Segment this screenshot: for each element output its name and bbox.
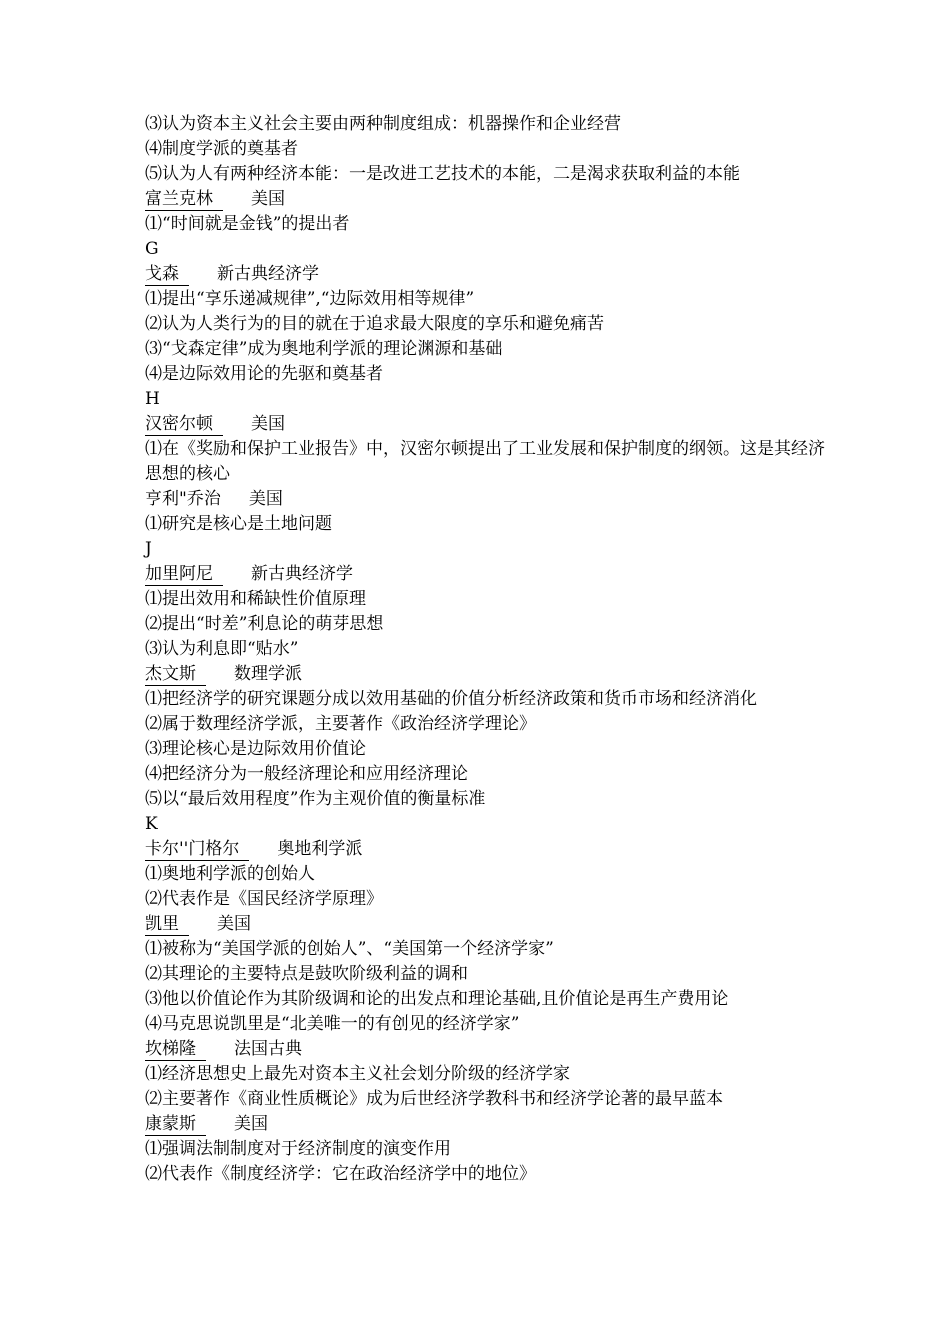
economist-entry	[145, 662, 825, 687]
document-page	[145, 112, 825, 1187]
text-line: ⑷是边际效用论的先驱和奠基者	[145, 364, 383, 384]
economist-school: 数理学派	[234, 664, 302, 684]
economist-entry	[145, 412, 825, 437]
economist-name: 汉密尔顿	[145, 413, 223, 436]
text-line: ⑷把经济分为一般经济理论和应用经济理论	[145, 764, 468, 784]
economist-name: 康蒙斯	[145, 1113, 206, 1136]
text-line: ⑸以“最后效用程度”作为主观价值的衡量标准	[145, 789, 486, 809]
section-letter: H	[145, 389, 160, 409]
economist-name: 坎梯隆	[145, 1038, 206, 1061]
economist-entry	[145, 1112, 825, 1137]
economist-school: 法国古典	[234, 1039, 302, 1059]
text-line: ⑵属于数理经济学派，主要著作《政治经济学理论》	[145, 714, 536, 734]
text-line: ⑴强调法制制度对于经济制度的演变作用	[145, 1139, 451, 1159]
economist-entry	[145, 262, 825, 287]
text-line: ⑶认为利息即“贴水”	[145, 639, 299, 659]
text-line: ⑵代表作《制度经济学：它在政治经济学中的地位》	[145, 1164, 536, 1184]
text-paragraph: ⑴在《奖励和保护工业报告》中，汉密尔顿提出了工业发展和保护制度的纲领。这是其经济思想的核心	[145, 439, 825, 484]
text-line: ⑴被称为“美国学派的创始人”、“美国第一个经济学家”	[145, 939, 554, 959]
text-line: ⑵其理论的主要特点是鼓吹阶级利益的调和	[145, 964, 468, 984]
section-letter: K	[145, 814, 158, 834]
economist-name: 杰文斯	[145, 663, 206, 686]
economist-school: 新古典经济学	[251, 564, 353, 584]
section-letter: J	[145, 539, 152, 559]
economist-name: 富兰克林	[145, 188, 223, 211]
text-line: ⑷制度学派的奠基者	[145, 139, 298, 159]
economist-school: 美国	[217, 914, 251, 934]
section-letter: G	[145, 239, 159, 259]
economist-entry	[145, 487, 825, 512]
text-line: ⑸认为人有两种经济本能：一是改进工艺技术的本能，二是渴求获取利益的本能	[145, 164, 740, 184]
text-line: ⑶理论核心是边际效用价值论	[145, 739, 366, 759]
text-line: ⑵主要著作《商业性质概论》成为后世经济学教科书和经济学论著的最早蓝本	[145, 1089, 723, 1109]
text-line: ⑴“时间就是金钱”的提出者	[145, 214, 350, 234]
text-line: ⑴经济思想史上最先对资本主义社会划分阶级的经济学家	[145, 1064, 570, 1084]
economist-school: 美国	[251, 414, 285, 434]
economist-entry	[145, 912, 825, 937]
economist-entry	[145, 837, 825, 862]
text-paragraph: ⑴把经济学的研究课题分成以效用基础的价值分析经济政策和货币市场和经济消化	[145, 689, 757, 709]
economist-school: 奥地利学派	[277, 839, 363, 859]
text-line: ⑴提出效用和稀缺性价值原理	[145, 589, 366, 609]
text-line: ⑵提出“时差”利息论的萌芽思想	[145, 614, 384, 634]
economist-entry	[145, 562, 825, 587]
economist-name: 凯里	[145, 913, 189, 936]
text-line: ⑵认为人类行为的目的就在于追求最大限度的享乐和避免痛苦	[145, 314, 604, 334]
economist-name: 亨利"乔治	[145, 489, 221, 509]
text-line: ⑶“戈森定律”成为奥地利学派的理论渊源和基础	[145, 339, 503, 359]
economist-school: 新古典经济学	[217, 264, 319, 284]
economist-school: 美国	[234, 1114, 268, 1134]
text-line: ⑵代表作是《国民经济学原理》	[145, 889, 383, 909]
text-line: ⑶他以价值论作为其阶级调和论的出发点和理论基础,且价值论是再生产费用论	[145, 989, 729, 1009]
text-line: ⑶认为资本主义社会主要由两种制度组成：机器操作和企业经营	[145, 114, 621, 134]
text-line: ⑷马克思说凯里是“北美唯一的有创见的经济学家”	[145, 1014, 520, 1034]
text-line: ⑴研究是核心是土地问题	[145, 514, 332, 534]
economist-entry	[145, 187, 825, 212]
economist-name: 卡尔''门格尔	[145, 838, 249, 861]
economist-school: 美国	[248, 489, 283, 509]
text-line: ⑴提出“享乐递减规律”,“边际效用相等规律”	[145, 289, 475, 309]
text-line: ⑴奥地利学派的创始人	[145, 864, 315, 884]
economist-school: 美国	[251, 189, 285, 209]
economist-name: 戈森	[145, 263, 189, 286]
economist-entry	[145, 1037, 825, 1062]
economist-name: 加里阿尼	[145, 563, 223, 586]
